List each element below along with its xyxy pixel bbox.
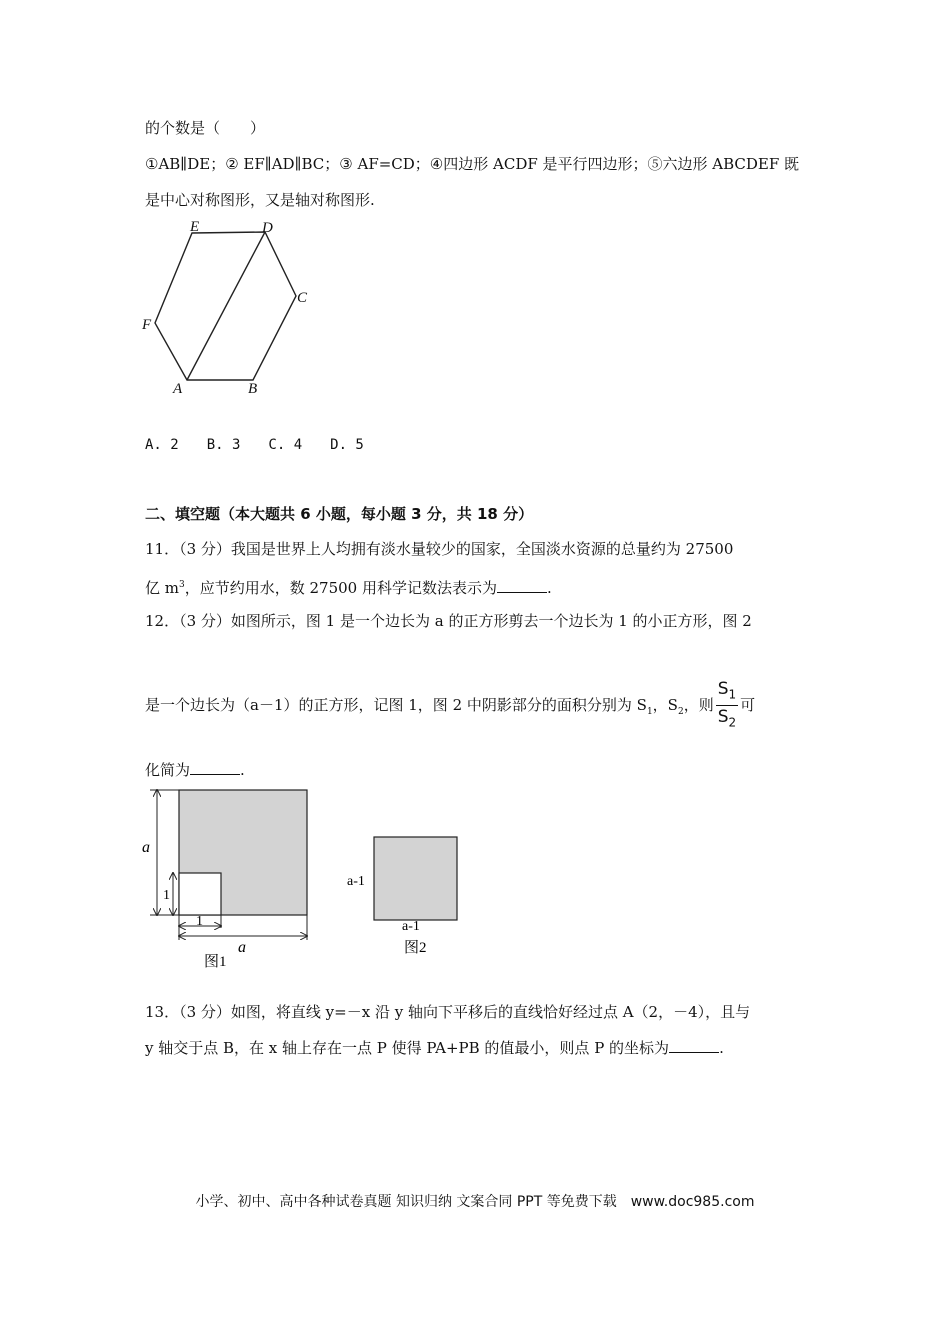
- frac-denominator: S: [717, 707, 729, 728]
- label-a-bottom: a: [238, 939, 246, 956]
- q13-line-2: [145, 1038, 724, 1058]
- label-A: A: [173, 381, 183, 397]
- frac-numerator: S: [717, 679, 729, 699]
- q12-text-a: 是一个边长为（a－1）的正方形，记图 1，图 2 中阴影部分的面积分别为 S: [145, 695, 647, 714]
- q12-s1-sub: 1: [646, 706, 653, 717]
- figure-2: [340, 830, 470, 960]
- footer-banner: 小学、初中、高中各种试卷真题 知识归纳 文案合同 PPT 等免费下载 www.doc985.com: [195, 1194, 755, 1210]
- q10-line-1: 的个数是（ ）: [145, 119, 266, 137]
- label-E: E: [190, 219, 200, 235]
- answer-blank[interactable]: [497, 578, 547, 593]
- q11-end: .: [547, 579, 552, 597]
- q10-line-2: ①AB∥DE；② EF∥AD∥BC；③ AF=CD；④四边形 ACDF 是平行四边形；⑤六边形 ABCDEF 既: [145, 155, 800, 173]
- fraction-s1-over-s2: [716, 678, 738, 734]
- q12-line-2: [145, 678, 755, 732]
- q11-text-a: 亿 m: [145, 579, 179, 597]
- label-a-minus-1-bottom: a-1: [402, 919, 420, 934]
- q13-end: .: [719, 1039, 724, 1057]
- frac-numerator-sub: 1: [728, 687, 737, 702]
- q12-text-d: 可: [740, 695, 756, 714]
- q12-line-1: 12．（3 分）如图所示，图 1 是一个边长为 a 的正方形剪去一个边长为 1 的小正方形，图 2: [145, 612, 752, 630]
- fig2-caption: 图2: [404, 940, 427, 956]
- label-1-left: 1: [163, 888, 170, 903]
- label-a-minus-1-left: a-1: [347, 874, 365, 889]
- q11-sup: 3: [179, 580, 185, 590]
- q11-line-1: 11．（3 分）我国是世界上人均拥有淡水量较少的国家，全国淡水资源的总量约为 27500: [145, 540, 734, 558]
- q12-s2-sub: 2: [677, 706, 684, 717]
- section-heading: 二、填空题（本大题共 6 小题，每小题 3 分，共 18 分）: [145, 505, 534, 523]
- frac-denominator-sub: 2: [728, 715, 737, 730]
- answer-blank[interactable]: [669, 1038, 719, 1053]
- q12-text-b: ，S: [652, 695, 678, 714]
- label-F: F: [142, 317, 152, 333]
- q12-end: .: [240, 761, 245, 779]
- q13-text: y 轴交于点 B，在 x 轴上存在一点 P 使得 PA+PB 的值最小，则点 P 的坐标为: [145, 1039, 670, 1057]
- fig1-caption: 图1: [204, 954, 227, 970]
- label-1-bottom: 1: [196, 914, 203, 929]
- q13-line-1: 13．（3 分）如图，将直线 y=－x 沿 y 轴向下平移后的直线恰好经过点 A（2，－4），且与: [145, 1003, 751, 1021]
- q10-line-3: 是中心对称图形，又是轴对称图形.: [145, 191, 375, 209]
- q10-options: A. 2 B. 3 C. 4 D. 5: [145, 437, 364, 453]
- q12-line-3: [145, 760, 245, 780]
- q11-line-2: [145, 575, 552, 598]
- q12-text-c: ，则: [683, 695, 714, 714]
- hexagon-figure: [135, 212, 325, 402]
- label-B: B: [248, 381, 258, 397]
- figure-1: [138, 785, 318, 975]
- q11-text-b: ，应节约用水，数 27500 用科学记数法表示为: [184, 579, 497, 597]
- q12-text-e: 化简为: [145, 761, 191, 779]
- label-a-left: a: [142, 839, 150, 856]
- label-D: D: [262, 220, 273, 236]
- label-C: C: [297, 290, 308, 306]
- answer-blank[interactable]: [190, 760, 240, 775]
